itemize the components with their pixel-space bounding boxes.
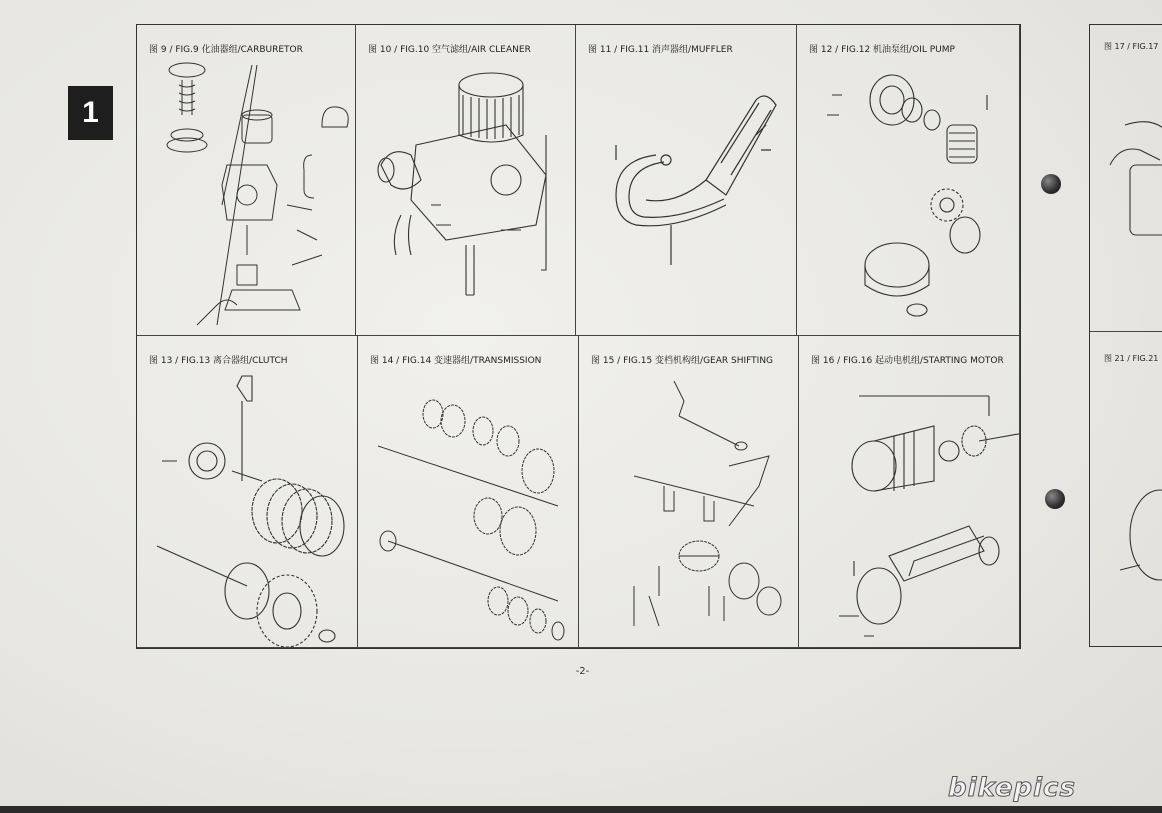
panel-title: 图 9 / FIG.9 化油器组/CARBURETOR: [149, 45, 303, 55]
panel-title: 图 10 / FIG.10 空气滤组/AIR CLEANER: [368, 45, 531, 55]
section-number-tab: 1: [68, 86, 113, 140]
panel-air-cleaner[interactable]: [356, 25, 576, 336]
panel-title: 图 16 / FIG.16 起动电机组/STARTING MOTOR: [811, 356, 1004, 366]
panel-muffler[interactable]: [576, 25, 797, 336]
starting-motor-diagram: [799, 336, 1020, 648]
page-bottom-edge: [0, 806, 1162, 813]
svg-text:bikepics: bikepics: [948, 773, 1076, 803]
page-number: -2-: [575, 666, 590, 677]
transmission-diagram: [358, 336, 579, 648]
figure-grid: [136, 24, 1021, 649]
binder-hole-icon: [1045, 489, 1065, 509]
panel-title: 图 17 / FIG.17: [1104, 42, 1159, 51]
panel-transmission[interactable]: [358, 336, 579, 648]
panel-carburetor[interactable]: [137, 25, 356, 336]
panel-oil-pump[interactable]: [797, 25, 1020, 336]
panel-starting-motor[interactable]: [799, 336, 1020, 648]
panel-gear-shifting[interactable]: [579, 336, 799, 648]
panel-title: 图 13 / FIG.13 离合器组/CLUTCH: [149, 356, 288, 366]
panel-clutch[interactable]: [137, 336, 358, 648]
panel-title: 图 14 / FIG.14 变速器组/TRANSMISSION: [370, 356, 542, 366]
air-cleaner-diagram: [356, 25, 576, 336]
panel-title: 图 12 / FIG.12 机油泵组/OIL PUMP: [809, 45, 955, 55]
panel-title: 图 21 / FIG.21: [1104, 354, 1159, 363]
partial-diagram: [1090, 25, 1162, 332]
bikepics-watermark-logo: [944, 770, 1139, 804]
partial-panel-fig17: [1090, 25, 1162, 332]
partial-diagram: [1090, 335, 1162, 635]
clutch-diagram: [137, 336, 358, 648]
oil-pump-diagram: [797, 25, 1020, 336]
binder-hole-icon: [1041, 174, 1061, 194]
gear-shifting-diagram: [579, 336, 799, 648]
panel-title: 图 11 / FIG.11 消声器组/MUFFLER: [588, 45, 733, 55]
muffler-diagram: [576, 25, 797, 336]
carburetor-diagram: [137, 25, 356, 336]
partial-panel-column: [1089, 24, 1162, 647]
panel-title: 图 15 / FIG.15 变档机构组/GEAR SHIFTING: [591, 356, 774, 366]
